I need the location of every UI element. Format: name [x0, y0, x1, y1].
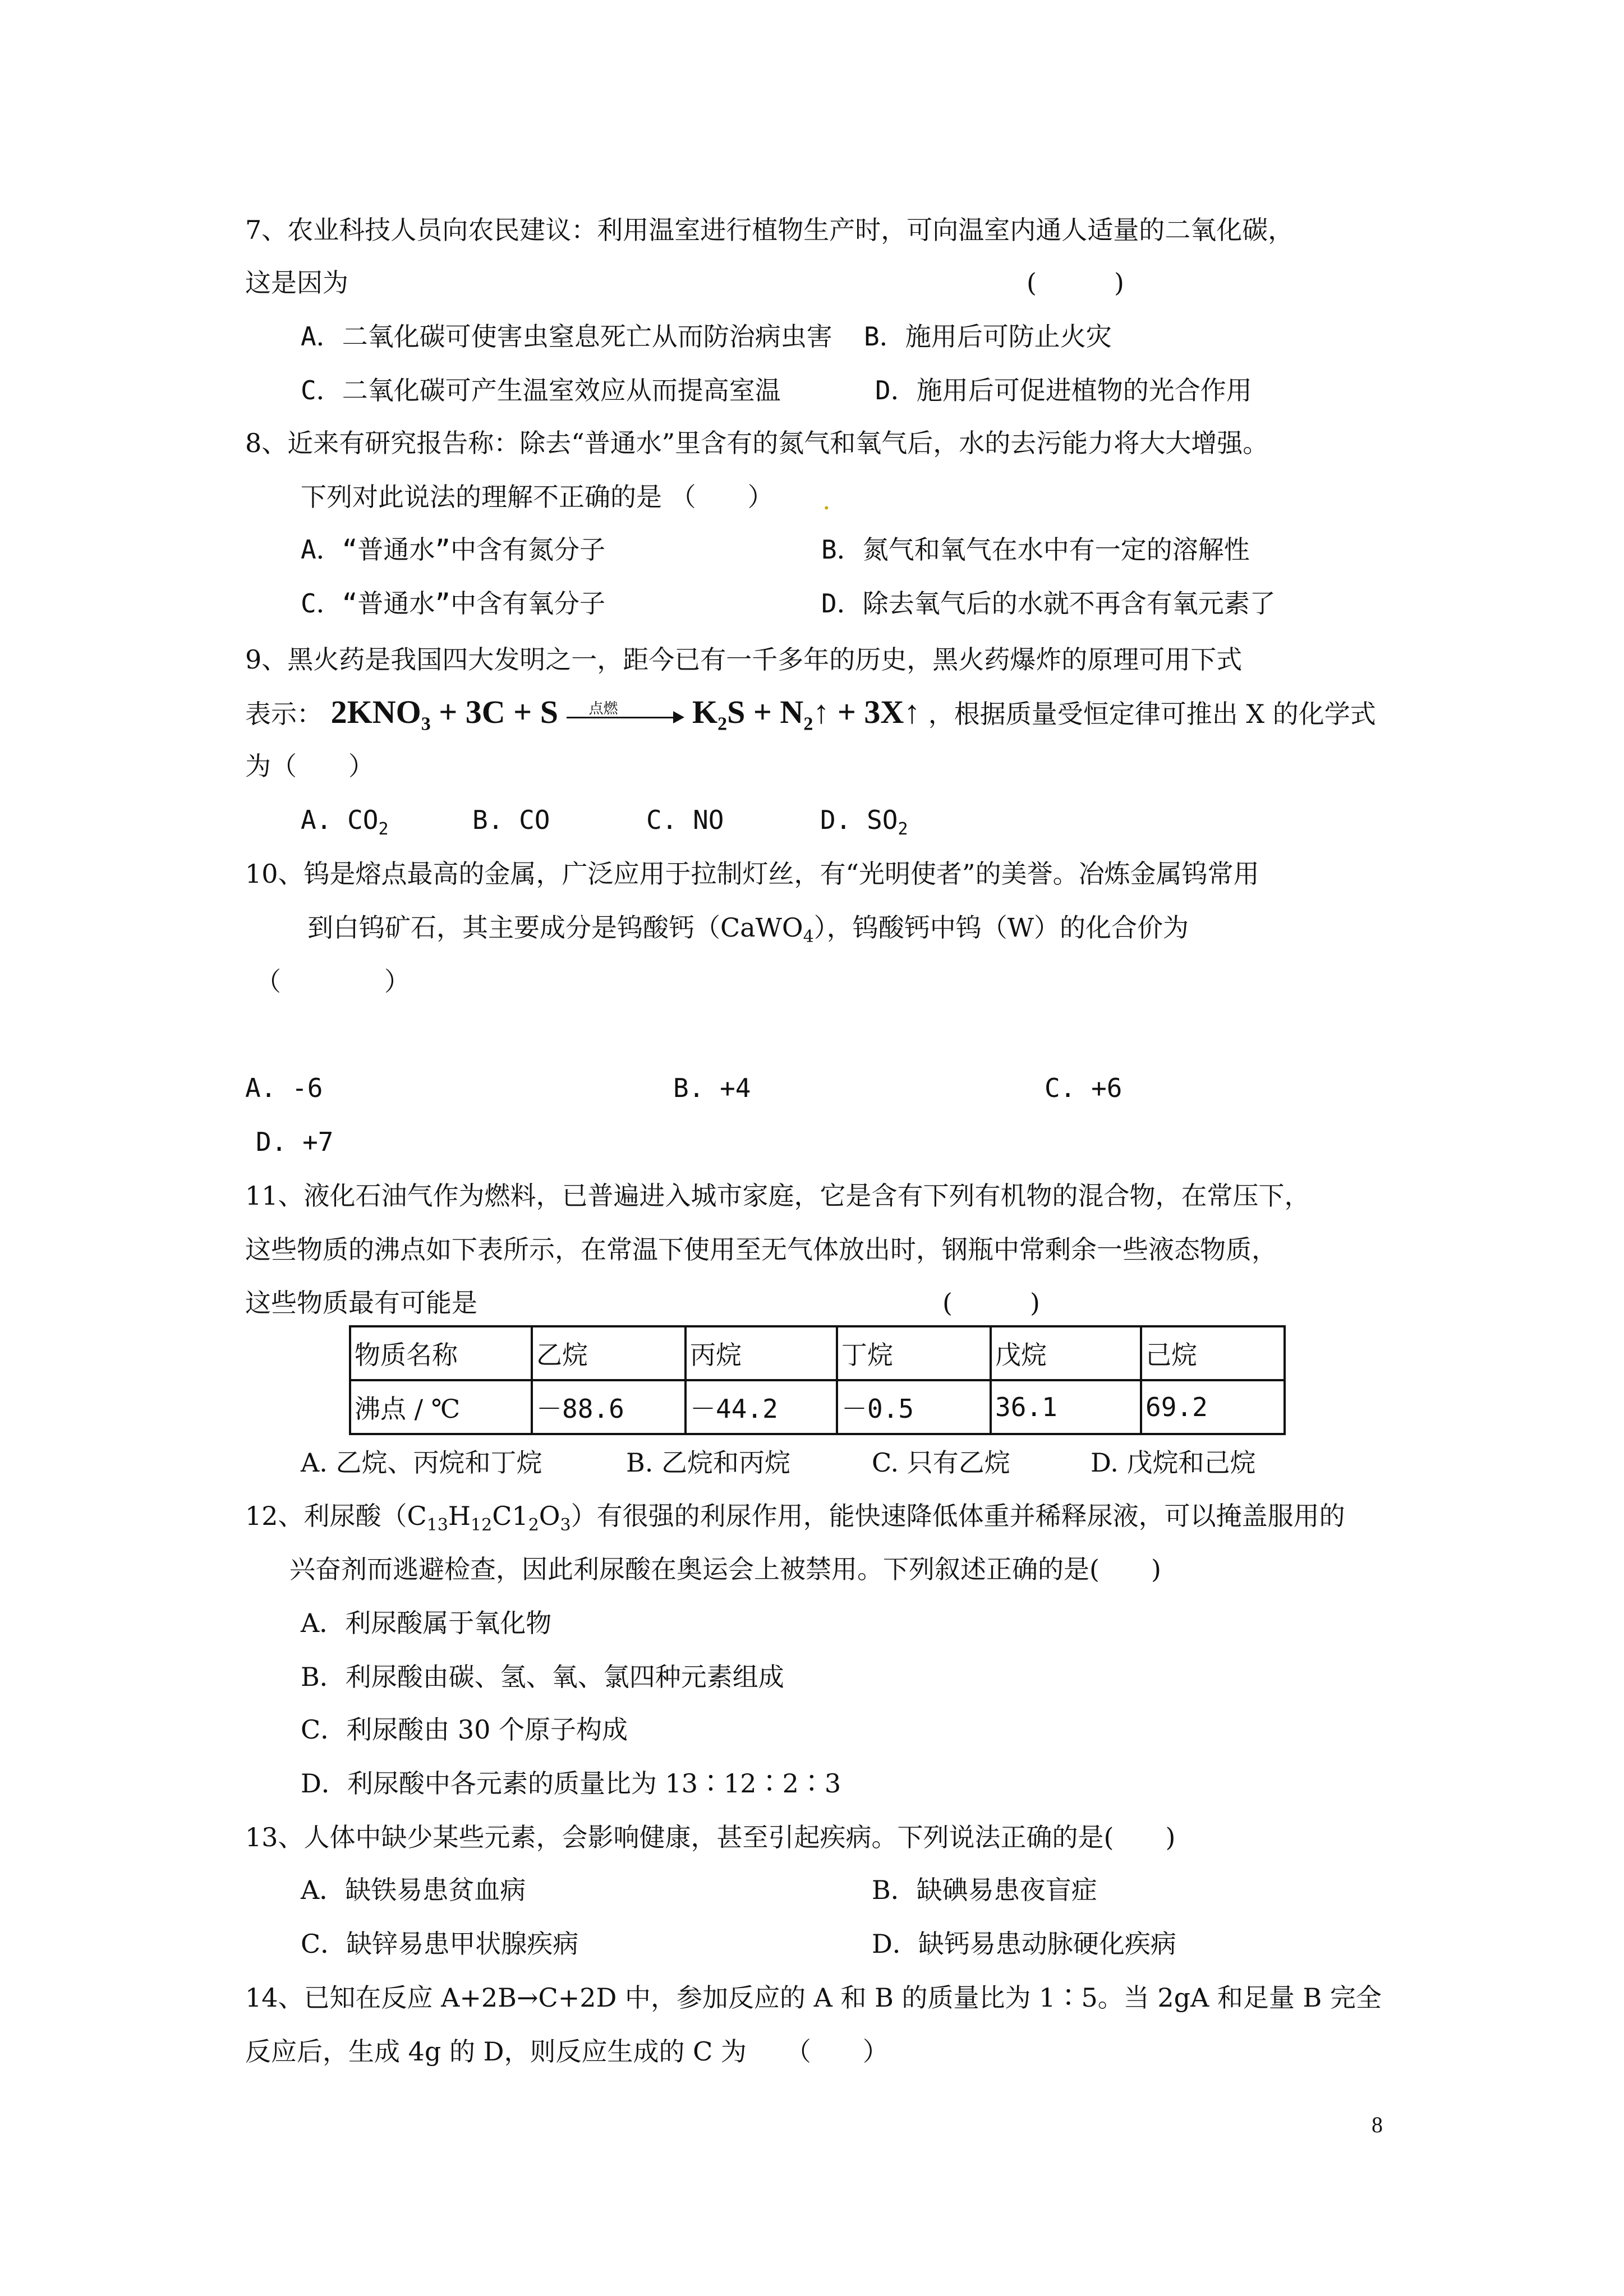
q11-option-d: D. 戊烷和己烷 [1091, 1447, 1256, 1478]
q8-option-d: D．除去氧气后的水就不再含有氧元素了 [821, 588, 1276, 619]
eq-product-s: S + N [727, 694, 804, 730]
q11-stem-line2: 这些物质的沸点如下表所示，在常温下使用至无气体放出时，钢瓶中常剩余一些液态物质， [245, 1234, 1277, 1265]
q11-stem-line1: 11、液化石油气作为燃料，已普遍进入城市家庭，它是含有下列有机物的混合物，在常压下， [245, 1181, 1310, 1211]
q10-stem-line2: 到白钨矿石，其主要成分是钨酸钙（CaWO$_4$），钨酸钙中钨（W）的化合价为 [307, 912, 1189, 947]
q8-option-a: A．“普通水”中含有氮分子 [301, 534, 606, 565]
table-cell: 36.1 [991, 1380, 1141, 1434]
table-cell: 69.2 [1141, 1380, 1285, 1434]
q8-option-c: C．“普通水”中含有氧分子 [301, 588, 606, 619]
q14-stem-line1: 14、已知在反应 A+2B→C+2D 中，参加反应的 A 和 B 的质量比为 1∶5。当 2gA 和足量 B 完全 [245, 1983, 1382, 2013]
q9-stem-prefix: 表示： [245, 699, 323, 729]
table-cell: 己烷 [1141, 1326, 1285, 1380]
eq-sub: 3 [421, 713, 431, 735]
q9-stem-suffix: ，根据质量受恒定律可推出 X 的化学式 [928, 699, 1376, 729]
q11-option-a: A. 乙烷、丙烷和丁烷 [301, 1447, 542, 1478]
q9-equation [330, 694, 928, 735]
eq-sub: 2 [717, 713, 728, 735]
q7-option-a: A．二氧化碳可使害虫窒息死亡从而防治病虫害 [301, 321, 832, 352]
q12-option-d: D．利尿酸中各元素的质量比为 13∶12∶2∶3 [301, 1768, 841, 1799]
q11-option-c: C. 只有乙烷 [872, 1447, 1010, 1478]
q10-stem-line1: 10、钨是熔点最高的金属，广泛应用于拉制灯丝，有“光明使者”的美誉。冶炼金属钨常用 [245, 859, 1259, 889]
q11-stem-line3: 这些物质最有可能是 [245, 1288, 477, 1318]
q9-stem-line2 [245, 695, 1376, 741]
q12-stem-line2: 兴奋剂而逃避检查，因此利尿酸在奥运会上被禁用。下列叙述正确的是( ) [289, 1554, 1161, 1584]
q10-option-c: C. +6 [1045, 1073, 1122, 1103]
q8-marker-dot: . [822, 485, 831, 515]
q13-option-b: B．缺碘易患夜盲症 [872, 1875, 1097, 1905]
q10-option-a: A. -6 [245, 1073, 323, 1103]
reaction-arrow-icon [567, 700, 684, 727]
q7-stem-line2: 这是因为 [245, 268, 348, 298]
q9-option-d: D. $SO_2$ [820, 805, 908, 840]
q8-stem-line1: 8、近来有研究报告称：除去“普通水”里含有的氮气和氧气后，水的去污能力将大大增强。 [245, 428, 1269, 458]
table-cell: 物质名称 [350, 1326, 532, 1380]
eq-sub: 2 [803, 713, 813, 735]
table-row [350, 1380, 1285, 1434]
eq-reactant-kno3: 2KNO [330, 694, 421, 730]
eq-reactants-rest: + 3C + S [430, 694, 558, 730]
q10-answer-paren: （ ） [255, 966, 410, 997]
q9-option-a: A. $CO_2$ [301, 805, 389, 840]
q11-option-b: B. 乙烷和丙烷 [626, 1447, 791, 1478]
eq-product-k: K [692, 694, 718, 730]
table-cell: 沸点 / ℃ [350, 1380, 532, 1434]
q7-option-d: D．施用后可促进植物的光合作用 [875, 375, 1252, 405]
table-cell: －44.2 [686, 1380, 837, 1434]
q11-answer-paren: ( ) [942, 1288, 1040, 1318]
table-cell: 戊烷 [991, 1326, 1141, 1380]
q13-option-a: A．缺铁易患贫血病 [301, 1875, 526, 1905]
boiling-point-table [349, 1325, 1286, 1435]
q12-option-a: A．利尿酸属于氧化物 [301, 1608, 552, 1638]
q8-option-b: B．氮气和氧气在水中有一定的溶解性 [821, 534, 1250, 565]
q14-stem-line2: 反应后，生成 4g 的 D，则反应生成的 C 为 （ ） [245, 2036, 889, 2067]
q13-option-d: D．缺钙易患动脉硬化疾病 [872, 1929, 1176, 1959]
q9-stem-line1: 9、黑火药是我国四大发明之一，距今已有一千多年的历史，黑火药爆炸的原理可用下式 [245, 644, 1243, 675]
table-cell: 乙烷 [532, 1326, 686, 1380]
q12-option-b: B．利尿酸由碳、氢、氧、氯四种元素组成 [301, 1662, 784, 1692]
table-cell: －0.5 [837, 1380, 991, 1434]
table-cell: 丙烷 [686, 1326, 837, 1380]
eq-product-tail: ↑ + 3X↑ [813, 694, 921, 730]
q10-option-d: D. +7 [256, 1127, 334, 1157]
q12-stem-line1: 12、利尿酸$(C_{13}H_{12}C1_2O_3)$有很强的利尿作用，能快速降低体重并稀释尿液，可以掩盖服用的 [245, 1501, 1345, 1536]
q9-option-b: B. CO [472, 805, 550, 835]
table-row [350, 1326, 1285, 1380]
table-cell: 丁烷 [837, 1326, 991, 1380]
q9-option-c: C. NO [646, 805, 724, 835]
q12-option-c: C．利尿酸由 30 个原子构成 [301, 1714, 628, 1745]
q7-option-c: C．二氧化碳可产生温室效应从而提高室温 [301, 375, 781, 405]
q7-option-b: B．施用后可防止火灾 [864, 321, 1112, 352]
q8-stem-line2: 下列对此说法的理解不正确的是 （ ） [301, 482, 774, 512]
eq-condition: 点燃 [588, 700, 618, 717]
q7-stem-line1: 7、农业科技人员向农民建议：利用温室进行植物生产时，可向温室内通人适量的二氧化碳， [245, 215, 1294, 245]
q7-answer-paren: ( ) [1027, 268, 1124, 298]
table-cell: －88.6 [532, 1380, 686, 1434]
q13-option-c: C．缺锌易患甲状腺疾病 [301, 1929, 579, 1959]
q13-stem: 13、人体中缺少某些元素，会影响健康，甚至引起疾病。下列说法正确的是( ) [245, 1822, 1176, 1852]
page-number: 8 [1372, 2112, 1383, 2137]
q10-option-b: B. +4 [673, 1073, 751, 1103]
q9-stem-line3: 为（ ） [245, 751, 374, 781]
